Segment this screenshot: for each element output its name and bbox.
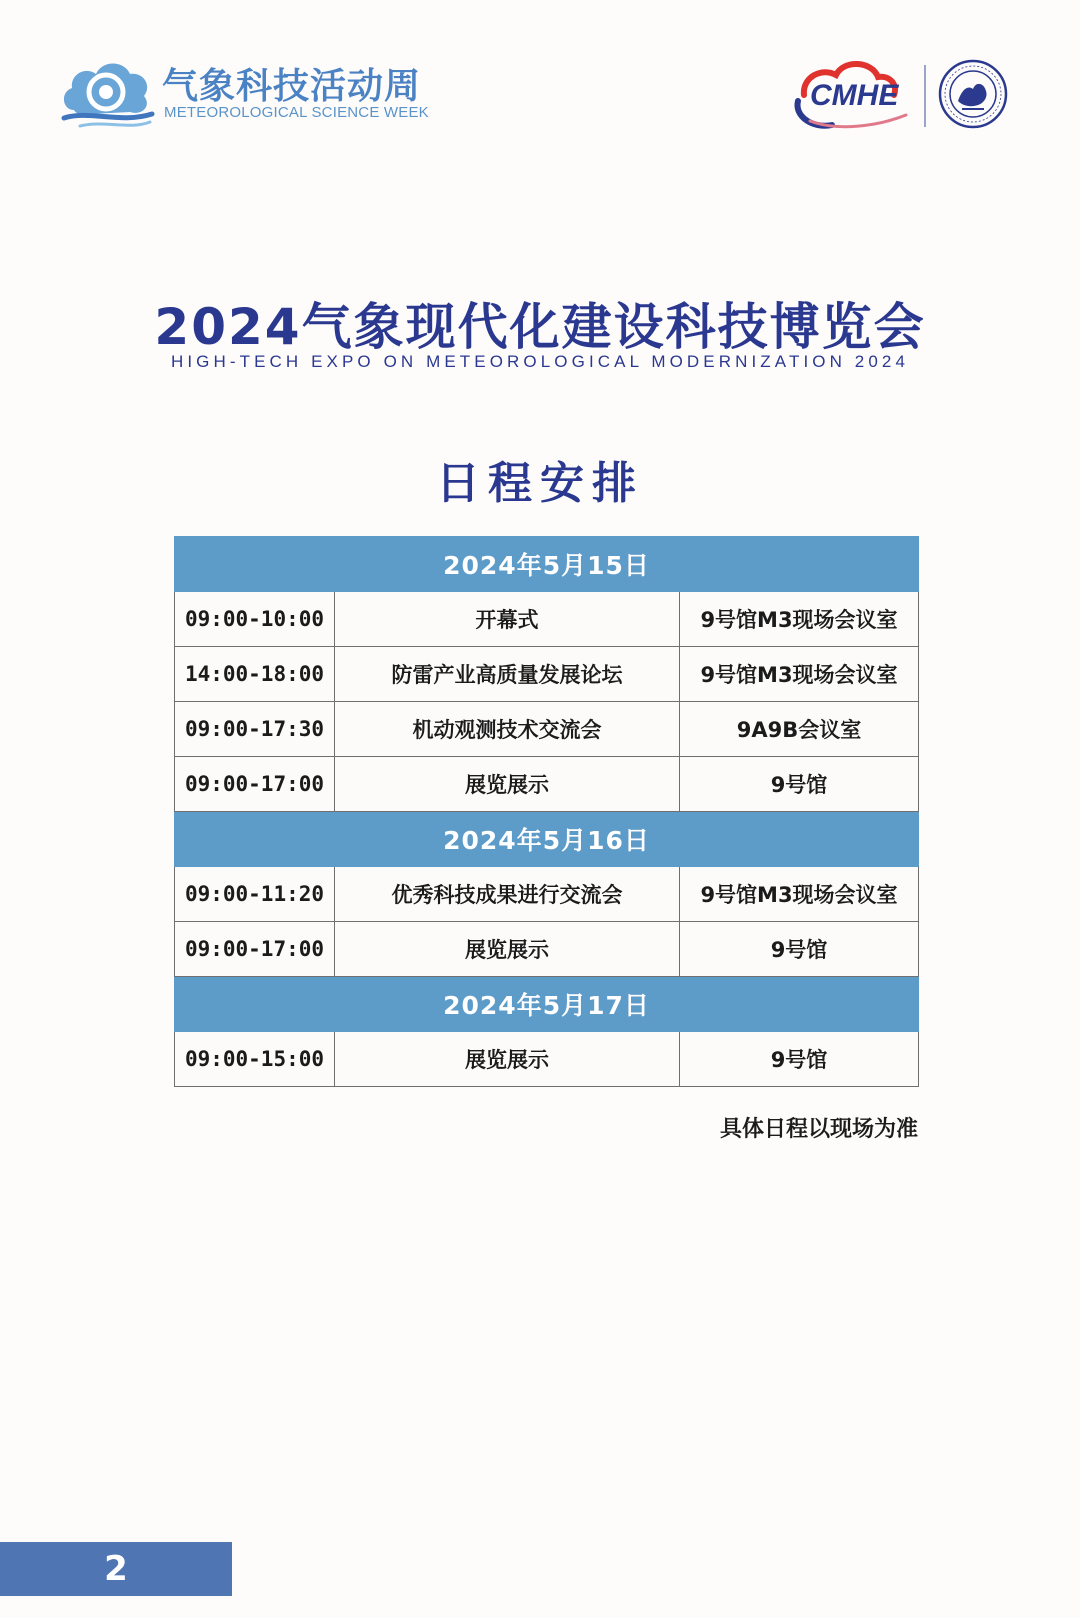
session-venue: 9号馆	[680, 922, 919, 977]
session-venue: 9号馆	[680, 757, 919, 812]
partner-logos	[786, 55, 1012, 135]
session-venue: 9号馆M3现场会议室	[680, 647, 919, 702]
schedule-note: 具体日程以现场为准	[719, 1117, 918, 1142]
page-number: 2	[104, 1549, 128, 1589]
table-row	[175, 592, 919, 647]
page-subtitle: HIGH-TECH EXPO ON METEOROLOGICAL MODERNIZATION 2024	[170, 352, 910, 371]
session-event: 优秀科技成果进行交流会	[335, 867, 680, 922]
table-row	[175, 757, 919, 812]
table-row	[175, 867, 919, 922]
session-venue: 9号馆	[680, 1032, 919, 1087]
table-row	[175, 647, 919, 702]
meteorological-science-week-logo	[60, 52, 460, 132]
session-venue: 9号馆M3现场会议室	[680, 592, 919, 647]
session-event: 展览展示	[335, 1032, 680, 1087]
session-venue: 9A9B会议室	[680, 702, 919, 757]
session-event: 展览展示	[335, 757, 680, 812]
logo-divider	[924, 65, 926, 127]
day-date: 2024年5月17日	[175, 977, 919, 1032]
meteorological-society-seal-icon	[938, 59, 1008, 129]
day-date: 2024年5月16日	[175, 812, 919, 867]
page-title: 2024气象现代化建设科技博览会	[154, 298, 926, 356]
schedule-table	[174, 536, 919, 1087]
logo-english-text: METEOROLOGICAL SCIENCE WEEK	[164, 104, 429, 121]
day-header-row	[175, 812, 919, 867]
session-time: 09:00-11:20	[175, 867, 335, 922]
session-event: 机动观测技术交流会	[335, 702, 680, 757]
session-time: 09:00-17:30	[175, 702, 335, 757]
session-time: 09:00-10:00	[175, 592, 335, 647]
session-time: 14:00-18:00	[175, 647, 335, 702]
session-time: 09:00-17:00	[175, 922, 335, 977]
session-venue: 9号馆M3现场会议室	[680, 867, 919, 922]
day-header-row	[175, 537, 919, 592]
day-header-row	[175, 977, 919, 1032]
cloud-swirl-logo-icon	[60, 52, 156, 130]
logo-chinese-text: 气象科技活动周	[162, 66, 422, 107]
cmhe-logo-text: CMHE	[810, 79, 899, 112]
table-row	[175, 702, 919, 757]
day-date: 2024年5月15日	[175, 537, 919, 592]
session-time: 09:00-15:00	[175, 1032, 335, 1087]
table-row	[175, 922, 919, 977]
session-event: 防雷产业高质量发展论坛	[335, 647, 680, 702]
session-time: 09:00-17:00	[175, 757, 335, 812]
section-title: 日程安排	[436, 458, 644, 509]
session-event: 开幕式	[335, 592, 680, 647]
table-row	[175, 1032, 919, 1087]
session-event: 展览展示	[335, 922, 680, 977]
